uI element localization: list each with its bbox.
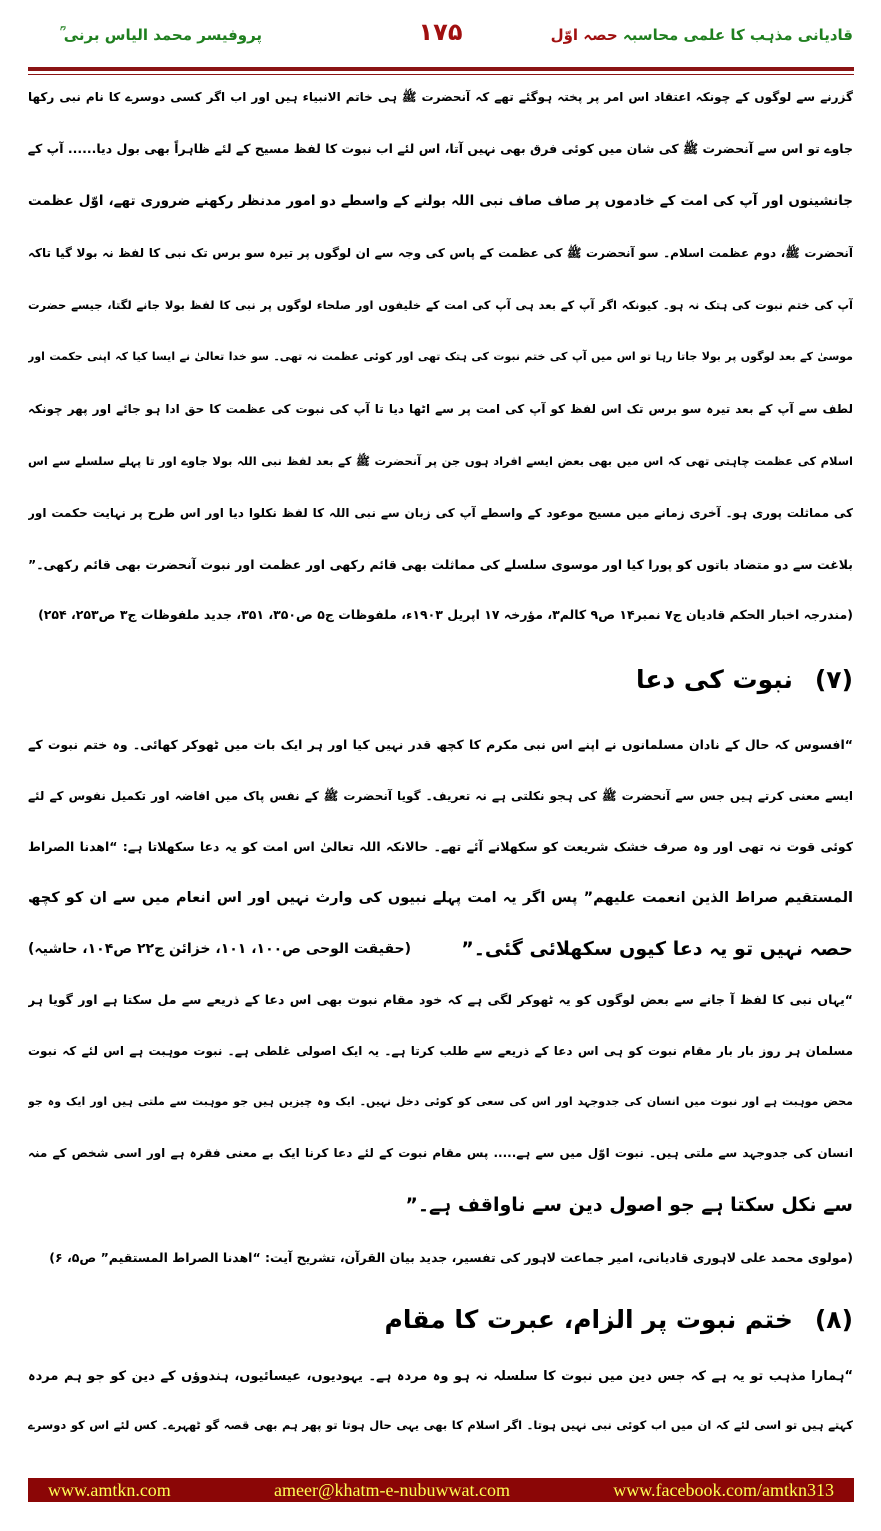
text-line: اسلام کی عظمت چاہتی تھی کہ اس میں بھی بعض ایسے افراد ہوں جن پر آنحضرت ﷺ کے بعد لفظ نبی اللہ بولا جاوے اور تا پہلے سلسلے سے اس (28, 454, 853, 468)
section-number: (۸) (814, 1305, 853, 1334)
text-line: موسیٰ کے بعد لوگوں پر بولا جاتا رہا تو اس میں آپ کی ختم نبوت کی ہتک تھی اور کوئی عظمت نہ تھی۔ سو خدا تعالیٰ نے ایسا کیا کہ اپنی حکمت اور (28, 350, 853, 363)
section-number: (۷) (814, 665, 853, 694)
text-line: “افسوس کہ حال کے نادان مسلمانوں نے اپنے اس نبی مکرم کا کچھ قدر نہیں کیا اور ہر ایک بات میں ٹھوکر کھائی۔ وہ ختم نبوت کے (28, 737, 853, 752)
reference-citation: (مندرجہ اخبار الحکم قادیان ج۷ نمبر۱۴ ص۹ کالم۳، مؤرخہ ۱۷ اپریل ۱۹۰۳ء، ملفوظات ج۵ ص۳۵۰، ۳۵۱، جدید ملفوظات ج۳ ص۲۵۳، ۲۵۴) (38, 607, 853, 622)
text-line: آپ کی ختم نبوت کی ہتک نہ ہو۔ کیونکہ اگر آپ کے بعد ہی آپ کی امت کے خلیفوں اور صلحاء لوگوں پر نبی کا لفظ بولا جانے لگتا، جیسے حضرت (28, 298, 853, 312)
text-line: المستقیم صراط الذین انعمت علیھم” پس اگر یہ امت پہلے نبیوں کی وارث نہیں اور اس انعام میں سے ان کو کچھ (28, 890, 853, 906)
text-line: ایسے معنی کرتے ہیں جس سے آنحضرت ﷺ کی ہجو نکلتی ہے نہ تعریف۔ گویا آنحضرت ﷺ کے نفس پاک میں افاضہ اور تکمیل نفوس کے لئے (28, 789, 853, 803)
text-line: انسان کی جدوجہد سے ملتی ہیں۔ نبوت اوّل میں سے ہے..... پس مقام نبوت کے لئے دعا کرنا ایک بے معنی فقرہ ہے اور اسی شخص کے منہ (28, 1146, 853, 1160)
text-line: محض موہبت ہے اور نبوت میں انسان کی جدوجہد اور اس کی سعی کو کوئی دخل نہیں۔ ایک وہ چیزیں ہیں جو موہبت سے ملتی ہیں اور ایک وہ جو (28, 1095, 853, 1108)
text-line: “یہاں نبی کا لفظ آ جانے سے بعض لوگوں کو یہ ٹھوکر لگی ہے کہ خود مقام نبوت بھی اس دعا کے ذریعے سے مل سکتا ہے اور گویا ہر (28, 992, 853, 1007)
text-line: گزرنے سے لوگوں کے چونکہ اعتقاد اس امر پر پختہ ہوگئے تھے کہ آنحضرت ﷺ ہی خاتم الانبیاء ہیں اور اب اگر کسی دوسرے کا نام نبی رکھا (28, 90, 853, 104)
book-title: قادیانی مذہب کا علمی محاسبہ (622, 26, 853, 44)
text-line: بلاغت سے دو متضاد باتوں کو پورا کیا اور موسوی سلسلے کی مماثلت بھی قائم رکھی اور عظمت اور نبوت آنحضرت بھی قائم رکھی۔” (28, 557, 853, 572)
email-link[interactable]: ameer@khatm-e-nubuwwat.com (274, 1479, 511, 1500)
reference-citation: (مولوی محمد علی لاہوری قادیانی، امیر جماعت لاہور کی تفسیر، جدید بیان القرآن، تشریح آیت: “اھدنا الصراط المستقیم” ص۵، ۶) (49, 1250, 853, 1265)
section-heading-8 (28, 1295, 853, 1345)
header-rule (28, 67, 854, 71)
text-line: سے نکل سکتا ہے جو اصول دین سے ناواقف ہے۔” (405, 1194, 853, 1216)
reference-citation: (حقیقت الوحی ص۱۰۰، ۱۰۱، خزائن ج۲۲ ص۱۰۴، حاشیہ) (28, 941, 412, 957)
section-title: ختم نبوت پر الزام، عبرت کا مقام (384, 1305, 793, 1334)
footer-bar (28, 1478, 854, 1502)
book-part: حصہ اوّل (550, 26, 618, 44)
header-book-title (551, 26, 853, 44)
text-line: آنحضرت ﷺ، دوم عظمت اسلام۔ سو آنحضرت ﷺ کی عظمت کے پاس کی وجہ سے ان لوگوں پر تیرہ سو برس تک نبی کا لفظ نہ بولا گیا تاکہ (28, 246, 853, 260)
facebook-link[interactable]: www.facebook.com/amtkn313 (613, 1479, 834, 1500)
text-line: کہتے ہیں تو اسی لئے کہ ان میں اب کوئی نبی نہیں ہوتا۔ اگر اسلام کا بھی یہی حال ہوتا تو پھر ہم بھی قصہ گو ٹھہرے۔ کس لئے اس کو دوسرے (28, 1418, 853, 1432)
section-heading-7 (28, 655, 853, 705)
website-link[interactable]: www.amtkn.com (48, 1479, 171, 1500)
text-line: مسلمان ہر روز بار بار مقام نبوت کو ہی اس دعا کے ذریعے سے طلب کرتا ہے۔ یہ ایک اصولی غلطی ہے۔ نبوت موہبت ہے اس لئے کہ نبوت (28, 1044, 853, 1058)
text-line: جاوے تو اس سے آنحضرت ﷺ کی شان میں کوئی فرق بھی نہیں آتا، اس لئے اب نبوت کا لفظ مسیح کے لئے ظاہراً بھی بول دیا...... آپ کے (28, 141, 853, 156)
page-number: ۱۷۵ (418, 18, 463, 46)
text-line: کوئی قوت نہ تھی اور وہ صرف خشک شریعت کو سکھلانے آئے تھے۔ حالانکہ اللہ تعالیٰ اس امت کو یہ دعا سکھلاتا ہے: “اھدنا الصراط (28, 839, 853, 854)
text-line-with-citation (28, 927, 853, 971)
text-line: جانشینوں اور آپ کی امت کے خادموں پر صاف صاف نبی اللہ بولنے کے واسطے دو امور مدنظر رکھنے ضروری تھے، اوّل عظمت (28, 193, 853, 209)
text-fragment: حصہ نہیں تو یہ دعا کیوں سکھلائی گئی۔” (461, 938, 853, 960)
text-line: کی مماثلت پوری ہو۔ آخری زمانے میں مسیح موعود کے واسطے آپ کی زبان سے نبی اللہ کا لفظ نکلوا دیا اور اس طرح پر نہایت حکمت اور (28, 506, 853, 520)
header-author: پروفیسر محمد الیاس برنی ؒ (60, 26, 263, 44)
text-line: “ہمارا مذہب تو یہ ہے کہ جس دین میں نبوت کا سلسلہ نہ ہو وہ مردہ ہے۔ یہودیوں، عیسائیوں، ہندوؤں کے دین کو جو ہم مردہ (28, 1369, 853, 1384)
section-title: نبوت کی دعا (635, 665, 793, 694)
text-line: لطف سے آپ کے بعد تیرہ سو برس تک اس لفظ کو آپ کی امت پر سے اٹھا دیا تا آپ کی نبوت کی عظمت کا حق ادا ہو جائے اور پھر چونکہ (28, 402, 853, 416)
